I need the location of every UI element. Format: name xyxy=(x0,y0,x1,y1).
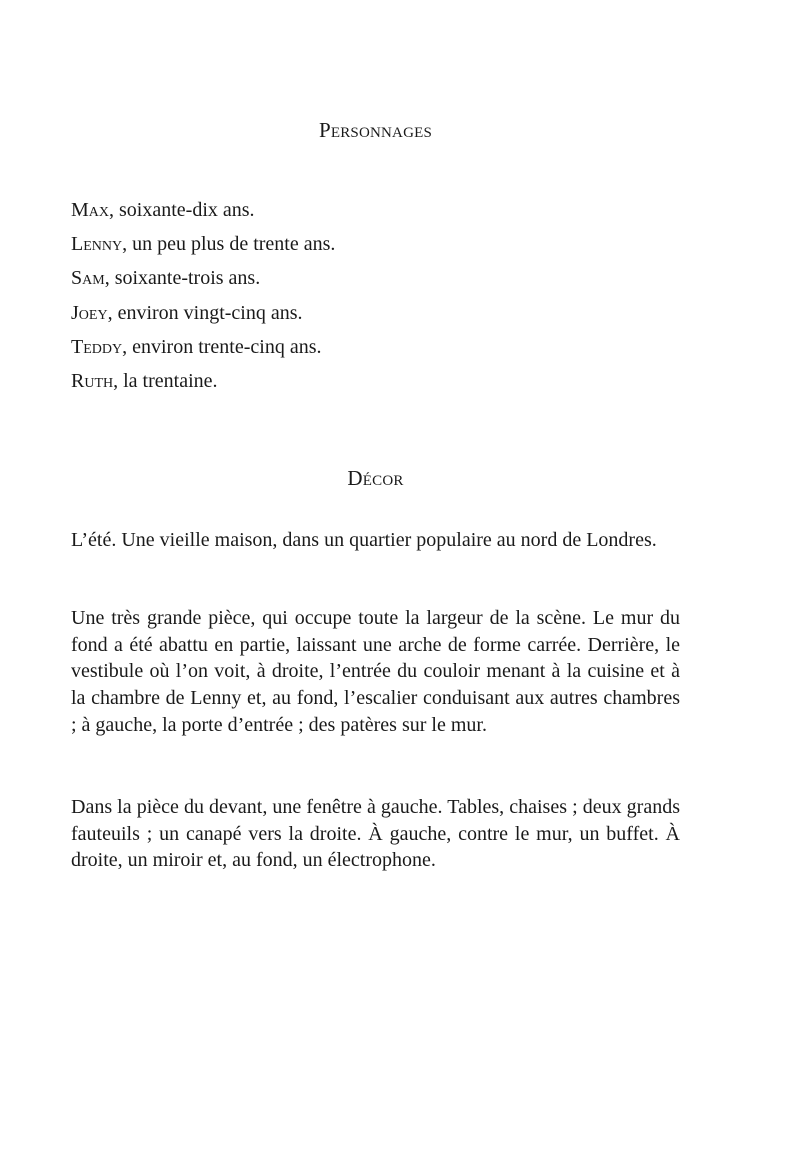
cast-name: Sam xyxy=(71,267,105,290)
cast-item-max xyxy=(71,193,680,227)
decor-heading: Décor xyxy=(347,466,404,490)
cast-description: , soixante-trois ans. xyxy=(104,267,261,290)
cast-name: Ruth xyxy=(71,370,114,393)
cast-list xyxy=(71,193,680,398)
cast-item-sam xyxy=(71,261,680,295)
cast-item-lenny xyxy=(71,227,680,261)
cast-description: , soixante-dix ans. xyxy=(109,199,255,221)
cast-description: , environ trente-cinq ans. xyxy=(122,335,322,358)
cast-name: Teddy xyxy=(71,335,123,358)
cast-name: Joey xyxy=(71,301,108,324)
cast-description: , la trentaine. xyxy=(113,370,218,393)
cast-name: Max xyxy=(71,199,110,221)
cast-item-ruth xyxy=(71,364,680,398)
decor-paragraph: L’été. Une vieille maison, dans un quartier populaire au nord de Londres. xyxy=(71,529,657,551)
decor-paragraph: Une très grande pièce, qui occupe toute la largeur de la scène. Le mur du fond a été abattu en partie, laissant une arche de forme carrée. Derrière, le vestibule où l’on voit, à droite, l’entrée du couloir menant à la cuisine et à la chambre de Lenny et, au fond, l’escalier conduisant aux autres chambres ; à gauche, la porte d’entrée ; des patères sur le mur. xyxy=(71,607,680,736)
personnages-heading: Personnages xyxy=(318,118,433,142)
cast-item-teddy xyxy=(71,330,680,364)
decor-paragraph: Dans la pièce du devant, une fenêtre à gauche. Tables, chaises ; deux grands fauteuils ; un canapé vers la droite. À gauche, contre le mur, un buffet. À droite, un miroir et, au fond, un électrophone. xyxy=(71,796,680,872)
cast-item-joey xyxy=(71,296,680,330)
cast-description: , environ vingt-cinq ans. xyxy=(107,301,303,324)
cast-name: Lenny xyxy=(71,233,123,256)
cast-description: , un peu plus de trente ans. xyxy=(122,233,336,256)
